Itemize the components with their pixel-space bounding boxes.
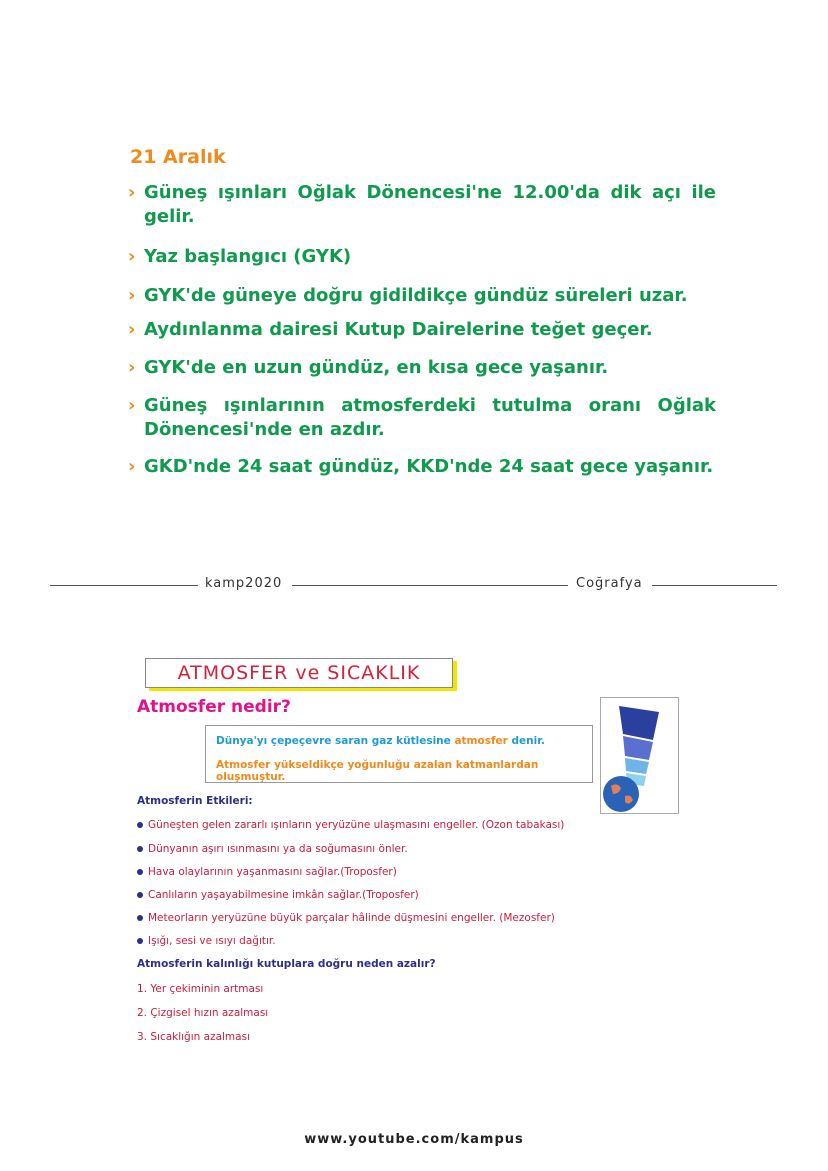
question-heading: Atmosfer nedir?: [137, 697, 291, 717]
definition-line: Atmosfer yükseldikçe yoğunluğu azalan katmanlardan oluşmuştur.: [216, 759, 539, 783]
effect-item: [137, 819, 564, 831]
chevron-icon: ›: [128, 285, 136, 306]
effect-text: Güneşten gelen zararlı ışınların yeryüzüne ulaşmasını engeller. (Ozon tabakası): [148, 819, 565, 831]
effect-item: [137, 843, 408, 855]
bullet-item: [128, 284, 716, 308]
date-heading: 21 Aralık: [130, 146, 226, 168]
chevron-icon: ›: [128, 182, 136, 203]
chevron-icon: ›: [128, 246, 136, 267]
bullet-text: GYK'de güneye doğru gidildikçe gündüz süreleri uzar.: [144, 285, 688, 306]
footer-brand: kamp2020: [205, 576, 283, 591]
effect-item: [137, 912, 555, 924]
bullet-dot-icon: [137, 869, 143, 875]
bullet-dot-icon: [137, 822, 143, 828]
bullet-item: [128, 245, 716, 269]
chevron-icon: ›: [128, 357, 136, 378]
definition-line: [216, 735, 545, 747]
atmosphere-layers-image: [600, 697, 679, 814]
section-title: ATMOSFER ve SICAKLIK: [145, 658, 453, 688]
divider: [50, 585, 198, 586]
chevron-icon: ›: [128, 456, 136, 477]
reason-item: 1. Yer çekiminin artması: [137, 983, 264, 995]
divider: [292, 585, 568, 586]
def-text: Dünya'yı çepeçevre saran gaz kütlesine: [216, 735, 455, 747]
effect-text: Işığı, sesi ve ısıyı dağıtır.: [148, 935, 276, 947]
bullet-text: GKD'nde 24 saat gündüz, KKD'nde 24 saat gece yaşanır.: [144, 456, 714, 477]
bullet-dot-icon: [137, 938, 143, 944]
effect-item: [137, 866, 397, 878]
chevron-icon: ›: [128, 319, 136, 340]
reason-item: 2. Çizgisel hızın azalması: [137, 1007, 269, 1019]
bullet-text: Güneş ışınları Oğlak Dönencesi'ne 12.00'da dik açı ile gelir.: [144, 182, 716, 227]
def-text: denir.: [507, 735, 545, 747]
chevron-icon: ›: [128, 395, 136, 416]
bullet-dot-icon: [137, 915, 143, 921]
bullet-text: Güneş ışınlarının atmosferdeki tutulma oranı Oğlak Dönencesi'nde en azdır.: [144, 395, 716, 440]
def-keyword: atmosfer: [454, 735, 508, 747]
footer-url: www.youtube.com/kampus: [304, 1132, 524, 1147]
bullet-item: [128, 356, 716, 380]
effect-text: Hava olaylarının yaşanmasını sağlar.(Troposfer): [148, 866, 397, 878]
bullet-item: [128, 394, 716, 442]
reason-item: 3. Sıcaklığın azalması: [137, 1031, 250, 1043]
bullet-item: [128, 318, 716, 342]
bullet-text: Yaz başlangıcı (GYK): [144, 246, 352, 267]
bullet-dot-icon: [137, 892, 143, 898]
effect-item: [137, 889, 419, 901]
bullet-item: [128, 181, 716, 229]
atmosphere-illustration: [601, 698, 678, 813]
bullet-text: Aydınlanma dairesi Kutup Dairelerine teğet geçer.: [144, 319, 653, 340]
effect-text: Canlıların yaşayabilmesine imkân sağlar.(Troposfer): [148, 889, 419, 901]
bullet-item: [128, 455, 716, 479]
footer-subject: Coğrafya: [576, 576, 643, 591]
effects-heading: Atmosferin Etkileri:: [137, 795, 253, 807]
reason-heading: Atmosferin kalınlığı kutuplara doğru neden azalır?: [137, 958, 436, 970]
definition-box: [205, 725, 593, 783]
bullet-dot-icon: [137, 846, 143, 852]
effect-text: Meteorların yeryüzüne büyük parçalar hâlinde düşmesini engeller. (Mezosfer): [148, 912, 555, 924]
effect-item: [137, 935, 276, 947]
bullet-text: GYK'de en uzun gündüz, en kısa gece yaşanır.: [144, 357, 609, 378]
divider: [652, 585, 777, 586]
effect-text: Dünyanın aşırı ısınmasını ya da soğumasını önler.: [148, 843, 408, 855]
